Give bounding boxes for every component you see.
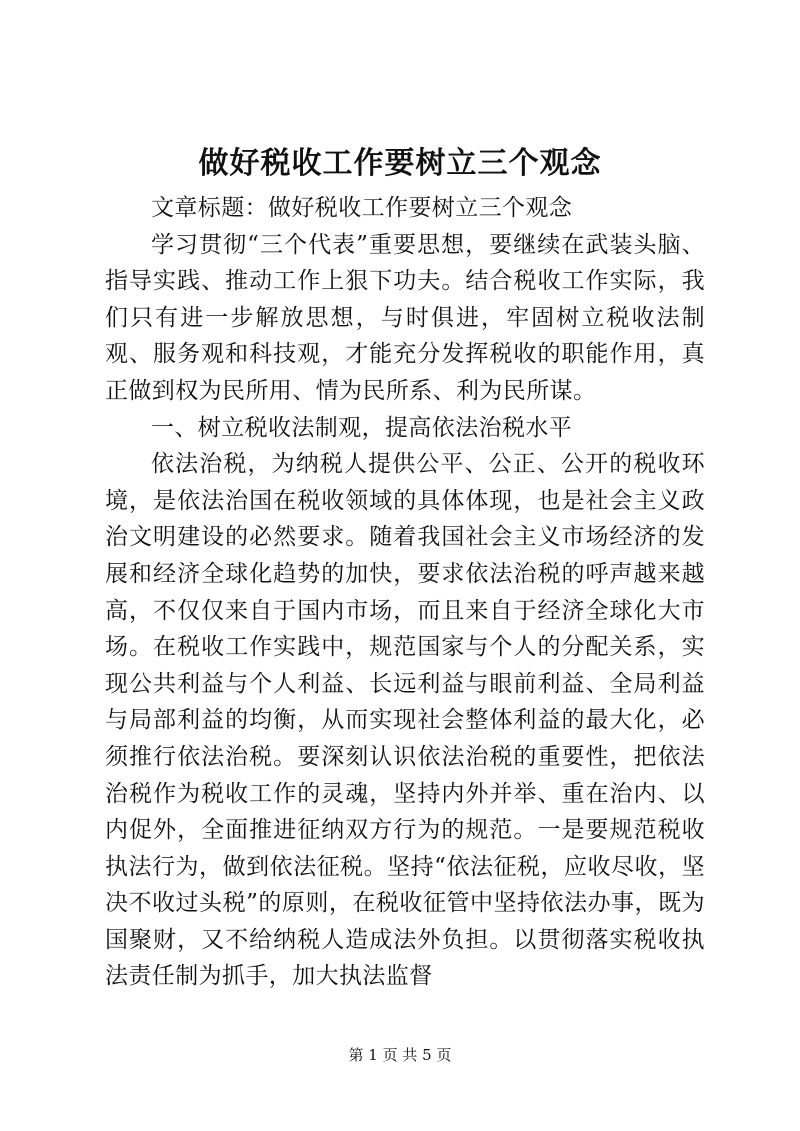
page-footer: 第 1 页 共 5 页 [348, 1046, 452, 1064]
document-title: 做好税收工作要树立三个观念 [198, 146, 602, 181]
section-paragraph: 依法治税，为纳税人提供公平、公正、公开的税收环境，是依法治国在税收领域的具体体现，也是社会主义政治文明建设的必然要求。随着我国社会主义市场经济的发展和经济全球化趋势的加快，要求依法治税的呼声越来越高，不仅仅来自于国内市场，而且来自于经济全球化大市场。在税收工作实践中，规范国家与个人的分配关系，实现公共利益与个人利益、长远利益与眼前利益、全局利益与局部利益的均衡，从而实现社会整体利益的最大化，必须推行依法治税。要深刻认识依法治税的重要性，把依法治税作为税收工作的灵魂，坚持内外并举、重在治内、以内促外，全面推进征纳双方行为的规范。一是要规范税收执法行为，做到依法征税。坚持“依法征税，应收尽收，坚决不收过头税”的原则，在税收征管中坚持依法办事，既为国聚财，又不给纳税人造成法外负担。以贯彻落实税收执法责任制为抓手，加大执法监督 [105, 451, 705, 990]
section-heading: 一、树立税收法制观，提高依法治税水平 [151, 414, 573, 441]
article-title-line: 文章标题：做好税收工作要树立三个观念 [151, 195, 573, 221]
document-body [105, 190, 705, 995]
intro-paragraph: 学习贯彻“三个代表”重要思想，要继续在武装头脑、指导实践、推动工作上狠下功夫。结合税收工作实际，我们只有进一步解放思想，与时俱进，牢固树立税收法制观、服务观和科技观，才能充分发挥税收的职能作用，真正做到权为民所用、情为民所系、利为民所谋。 [105, 231, 705, 404]
